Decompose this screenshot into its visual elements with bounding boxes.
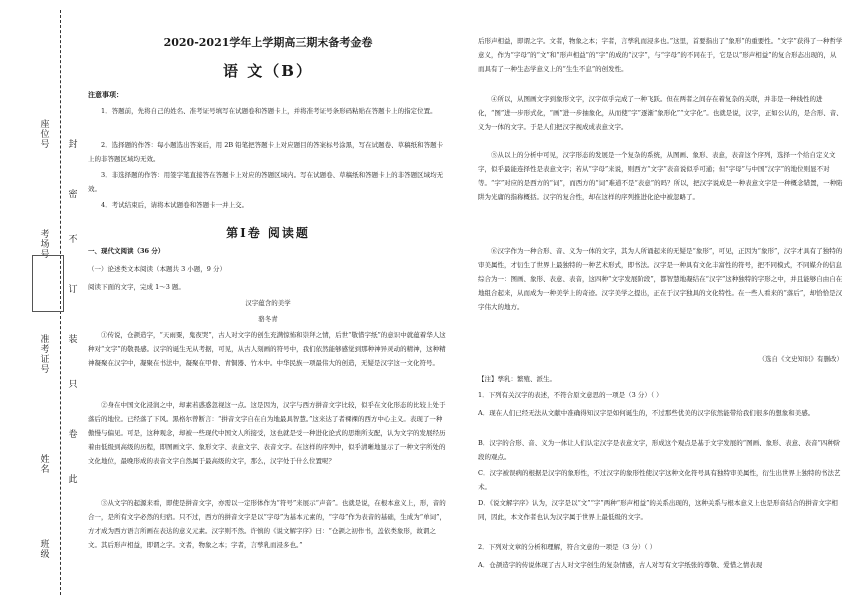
article-paragraph: ②身在中国文化浸润之中，却素若惑惑忽视这一点。这是因为，汉字与西方拼音文字比较，似乎在文化形态的比较上处于落后的地位。已经落了下风。黑格尔曾断言：“拼音文字自在自为地最具智慧。”这来达了者裸裸的西方中心主义。表现了一种傲慢与偏见。可是，这种观念，却被一些现代中国文人所接受，这也就是受一种进化论式的思维所支配，认为文字的发展经历着由低级到高级的历程，即图画文字、象形文字、表意文字、表音文字。在这样的序列中，似乎清晰地显示了一种文字所处的文化地位，最晚形成的表音文字自然属于最高级的文字，那么，汉字处于什么位置呢？ (88, 401, 446, 465)
margin-bind2: 订 (68, 285, 78, 295)
question-option: B．汉字的合形、音、义为一体让人们认定汉字是表意文字，形成这个观点是基于文字发展的“图画、象形、表意、表音”四种阶段的观点。 (478, 439, 841, 461)
notice-heading: 注意事项： (88, 90, 123, 99)
article-paragraph: 后形声相益，即谓之字。文者，物象之本；字者，言孳乳而浸多也。”这里，首要指出了“象形”的重要性。“文字”获得了一种哲学意义，作为“字母”的“文”和“形声相益”的“字”的成的“汉字”，与“字母”的不同在于，它是以“形声相益”的复合形态出现的，从而具有了一种生态学意义上的“生生不息”的创发性。 (478, 37, 843, 73)
article-paragraph: ⑥汉字作为一种合形、音、义为一体的文字，其为人所诵起来的无疑是“象形”，可见，正因为“象形”，汉字才具有了独特的审美属性，才衍生了世界上最独特的一种艺术形式，即书法。汉字是一种具有文化丰富性的符号，把不同模式，不同媒介的信息综合为一：图画、象形、表意、表音，这四种“文字发展阶段”，都智慧地凝结在“汉字”这种独特的字形之中，并且能够自由自在地组合起来，从而成为一种美学上的奇迹。汉字美学之提出，正在于汉字独具的文化特性。在一些人看来的“落后”，却恰恰是汉字伟大的地方。 (478, 247, 843, 311)
margin-bind3: 装 (68, 335, 78, 345)
question-option: A．现在人们已经无法从文献中准确得知汉字是如何诞生的，不过那些优美的汉字依然能带给我们很多的想象和美感。 (478, 409, 815, 417)
margin-exam-no-label: 考场号 (40, 230, 50, 260)
section-heading: 一、现代文阅读（36 分） (88, 247, 165, 255)
question-option: D．《说文解字序》认为，汉字是以“文”“字”两种“形声相益”的关系出现的，这种关系与根本意义上也是形音结合的拼音文字相同，因此，本文作者也认为汉字属于世界上最低级的文字。 (478, 499, 838, 521)
subject-title: 语 文（B） (223, 62, 313, 80)
margin-name-label: 姓名 (40, 455, 50, 475)
margin-only: 只 (68, 380, 78, 390)
margin-ticket-label: 准考证号 (40, 335, 50, 375)
question-stem: 2．下列对文章的分析和理解，符合文意的一项是（3 分）（ ） (478, 543, 657, 551)
reading-instruction: 阅读下面的文字，完成 1～3 题。 (88, 283, 185, 291)
question-option: A．仓颉造字的传说体现了古人对文字创生的复杂情感，古人对写有文字纸张的尊敬、爱惜之情表现 (478, 561, 763, 569)
article-title: 汉字蕴含的美学 (245, 299, 291, 307)
margin-class-label: 班级 (40, 540, 50, 560)
margin-seal-top: 封 (68, 140, 78, 150)
article-author: 骆冬青 (258, 315, 278, 323)
question-option: C．汉字被误病的根据是汉字的象形性，不过汉字的象形性使汉字这种文化符号具有独特审美属性，衍生出世界上独特的书法艺术。 (478, 469, 841, 491)
notice-item: 1．答题前，先将自己的姓名、准考证号填写在试题卷和答题卡上，并将准考证号条形码粘贴在答题卡上的指定位置。 (101, 107, 437, 115)
subsection-heading: （一）论述类文本阅读（本题共 3 小题，9 分） (88, 265, 226, 273)
part-title: 第Ⅰ卷 阅读题 (226, 226, 310, 240)
article-note: 【注】孳乳：繁殖、派生。 (478, 375, 556, 383)
article-paragraph: ④所以，从图画文字到象形文字，汉字似乎完成了一种飞跃。但在两者之间存在着复杂的关联，并非是一种线性的进化，“图”进一步形式化，“画”进一步抽象化，从而使“字”逐渐“象形化”“文字化”。也就是说，汉字，正如公认的，是合形、音、义为一体的文字。于是人们把汉字视成成表意文字。 (478, 95, 843, 131)
margin-bind1: 不 (68, 235, 78, 245)
margin-seat-label: 座位号 (40, 120, 50, 150)
article-source: （选自《文史知识》有删改） (758, 355, 843, 363)
notice-item: 3．非选择题的作答：用签字笔直接答在答题卡上对应的答题区域内。写在试题卷、草稿纸和答题卡上的非答题区域均无效。 (88, 171, 444, 193)
notice-item: 4．考试结束后，请将本试题卷和答题卡一并上交。 (101, 201, 249, 209)
article-paragraph: ③从文字的起源来看，即使是拼音文字，亦需以一定形体作为“符号”来展示“声音”。也就是说，在根本意义上，形，音的合一，是所有文字必然的归宿。只不过，西方的拼音文字是以“字母”为基本元素的，“字母”作为表音的基础，生成为“单词”，方才成为西方语言所画在表达的意义元素。汉字则不然。许慎的《说文解字序》曰：“仓颉之初作书，盖依类象形，故谓之文。其后形声相益，即谓之字。文者，物象之本；字者，言孳乳而浸多也。” (88, 499, 446, 549)
margin-roll: 卷 (68, 430, 78, 440)
margin-seal: 密 (68, 190, 78, 200)
margin-this: 此 (68, 475, 78, 485)
exam-title: 2020-2021学年上学期高三期末备考金卷 (163, 36, 373, 49)
article-paragraph: ①传说，仓颉造字，“天雨粟，鬼夜哭”，古人对文字的创生充满惊怖和崇拜之情，后世“敬惜字纸”的意识中就蕴着华人这种对“文字”的敬畏感。汉字的诞生无从考据，可见，从古人刻画的符号中，我们依然能够感觉到那种神异灵动的精神，这种精神凝聚在汉字中，凝聚在书法中，凝聚在甲骨、青铜器、竹木中。中华民族一项最伟大的创造，无疑是汉字这一文化符号。 (88, 331, 446, 367)
question-stem: 1．下列有关汉字的表述，不符合原文意思的一项是（3 分）（ ） (478, 391, 663, 399)
article-paragraph: ⑤从以上的分析中可见，汉字形态的发展是一个复杂的系统，从图画、象形、表意，表音这个序列，选择一个给自定义文字，似乎最能连择性是表意文字；若从“字母”来说，则西方“文字”表音说似乎可通；但“字母”与中国“汉字”的地位则显不对等。“字”对应的是西方的“词”，而西方的“词”难道不是“表意”的吗？所以，把汉字说成是一种表意文字是一种概念错置，一种陷阱为光庸的指称概括。汉字的复合性，却在这样的序列推进化论中被忽略了。 (478, 151, 843, 201)
seat-box (32, 255, 64, 312)
notice-item: 2．选择题的作答：每小题选出答案后，用 2B 铅笔把答题卡上对应题目的答案标号涂黑，写在试题卷、草稿纸和答题卡上的非答题区域均无效。 (88, 141, 444, 163)
